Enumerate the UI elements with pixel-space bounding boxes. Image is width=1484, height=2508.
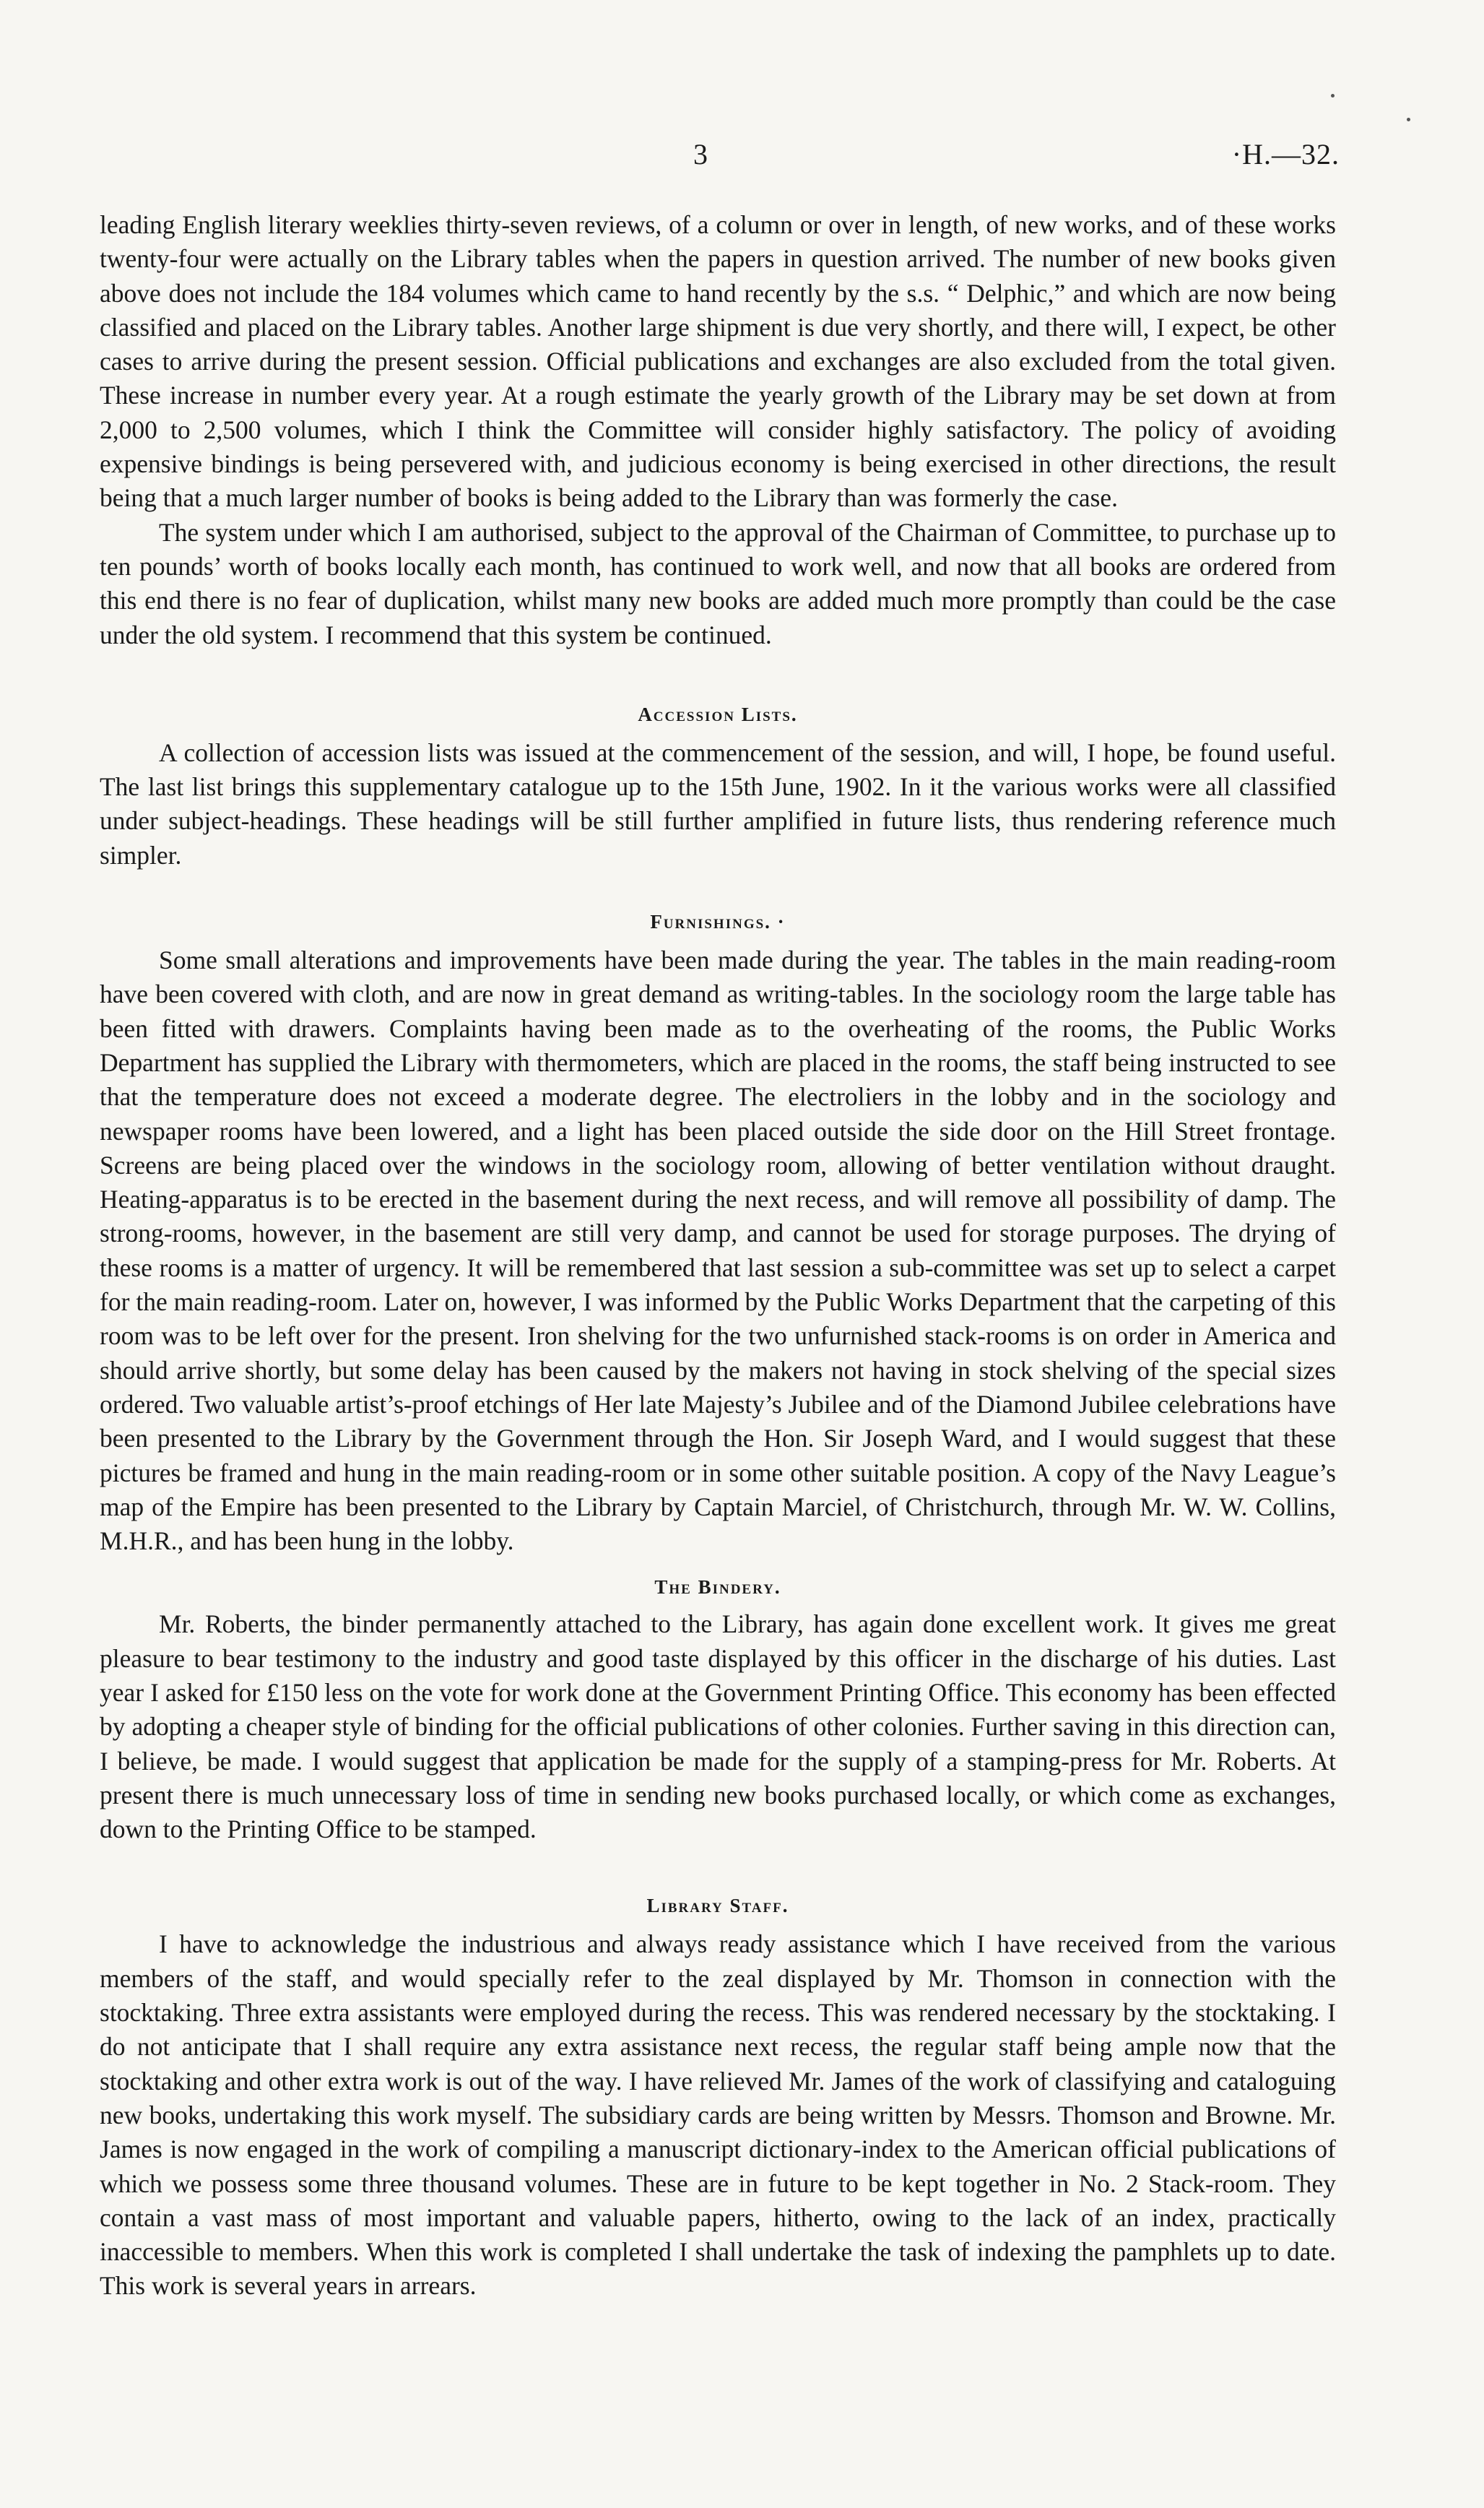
section-heading-bindery: The Bindery. (654, 1576, 781, 1599)
document-reference: ·H.—32. (1231, 138, 1340, 170)
scan-speck-mark (1331, 94, 1335, 98)
scan-speck-mark (1407, 118, 1410, 121)
continuation-paragraph: leading English literary weeklies thirty-seven reviews, of a column or over in length, of new works, and of these works twenty-four were actually on the Library tables when the papers in question arrived. The number of new books given above does not include the 184 volumes which came to hand recently by the s.s. “ Delphic,” and which are now being classified and placed on the Library tables. Another large shipment is due very shortly, and there will, I expect, be other cases to arrive during the present session. Official publications and exchanges are also excluded from the total given. These increase in number every year. At a rough estimate the yearly growth of the Library may be set down at from 2,000 to 2,500 volumes, which I think the Committee will consider highly satisfactory. The policy of avoiding expensive bindings is being persevered with, and judicious economy is being exercised in other directions, the result being that a much larger number of books is being added to the Library than was formerly the case. (100, 210, 1336, 513)
bindery-paragraph: Mr. Roberts, the binder permanently attached to the Library, has again done excellent work. It gives me great pleasure to bear testimony to the industry and good taste displayed by this officer in the discharge of his duties. Last year I asked for £150 less on the vote for work done at the Government Printing Office. This economy has been effected by adopting a cheaper style of binding for the official publications of other colonies. Further saving in this direction can, I believe, be made. I would suggest that application be made for the supply of a stamping-press for Mr. Roberts. At present there is much unnecessary loss of time in sending new books purchased locally, or which come as exchanges, down to the Printing Office to be stamped. (100, 1609, 1336, 1844)
furnishings-paragraph: Some small alterations and improvements have been made during the year. The tables in the main reading-room have been covered with cloth, and are now in great demand as writing-tables. In the sociology room the large table has been fitted with drawers. Complaints having been made as to the overheating of the rooms, the Public Works Department has supplied the Library with thermometers, which are placed in the rooms, the staff being instructed to see that the temperature does not exceed a moderate degree. The electroliers in the lobby and in the sociology and newspaper rooms have been lowered, and a light has been placed outside the side door on the Hill Street frontage. Screens are being placed over the windows in the sociology room, allowing of better ventilation without draught. Heating-apparatus is to be erected in the basement during the next recess, and will remove all possibility of damp. The strong-rooms, however, in the basement are still very damp, and cannot be used for storage purposes. The drying of these rooms is a matter of urgency. It will be remembered that last session a sub-committee was set up to select a carpet for the main reading-room. Later on, however, I was informed by the Public Works Department that the carpeting of this room was to be left over for the present. Iron shelving for the two unfurnished stack-rooms is on order in America and should arrive shortly, but some delay has been caused by the makers not having in stock shelving of the special sizes ordered. Two valuable artist’s-proof etchings of Her late Majesty’s Jubilee and of the Diamond Jubilee celebrations have been presented to the Library by the Government through the Hon. Sir Joseph Ward, and I would suggest that these pictures be framed and hung in the main reading-room or in some other suitable position. A copy of the Navy League’s map of the Empire has been presented to the Library by Captain Marciel, of Christchurch, through Mr. W. W. Collins, M.H.R., and has been hung in the lobby. (100, 946, 1336, 1556)
page-number: 3 (693, 138, 708, 170)
section-heading-furnishings: Furnishings. · (650, 911, 786, 933)
library-staff-paragraph: I have to acknowledge the industrious and always ready assistance which I have received from the various members of the staff, and would specially refer to the zeal displayed by Mr. Thomson in connection with the stocktaking. Three extra assistants were employed during the recess. This was rendered necessary by the stocktaking. I do not anticipate that I shall require any extra assistance next recess, the regular staff being ample now that the stocktaking and other extra work is out of the way. I have relieved Mr. James of the work of classifying and cataloguing new books, undertaking this work myself. The subsidiary cards are being written by Messrs. Thomson and Browne. Mr. James is now engaged in the work of compiling a manuscript dictionary-index to the American official publications of which we possess some three thousand volumes. These are in future to be kept together in No. 2 Stack-room. They contain a vast mass of most important and valuable papers, hitherto, owing to the lack of an index, practically inaccessible to members. When this work is completed I shall undertake the task of indexing the pamphlets up to date. This work is several years in arrears. (100, 1929, 1336, 2301)
page-header (0, 137, 1484, 181)
section-heading-accession-lists: Accession Lists. (638, 703, 798, 725)
accession-lists-paragraph: A collection of accession lists was issued at the commencement of the session, and will, I hope, be found useful. The last list brings this supplementary catalogue up to the 15th June, 1902. In it the various works were all classified under subject-headings. These headings will be still further amplified in future lists, thus rendering reference much simpler. (100, 738, 1336, 870)
purchase-system-paragraph: The system under which I am authorised, subject to the approval of the Chairman of Committee, to purchase up to ten pounds’ worth of books locally each month, has continued to work well, and now that all books are ordered from this end there is no fear of duplication, whilst many new books are added much more promptly than could be the case under the old system. I recommend that this system be continued. (100, 517, 1336, 649)
page-body (100, 208, 1336, 2304)
section-heading-library-staff: Library Staff. (646, 1895, 789, 1917)
